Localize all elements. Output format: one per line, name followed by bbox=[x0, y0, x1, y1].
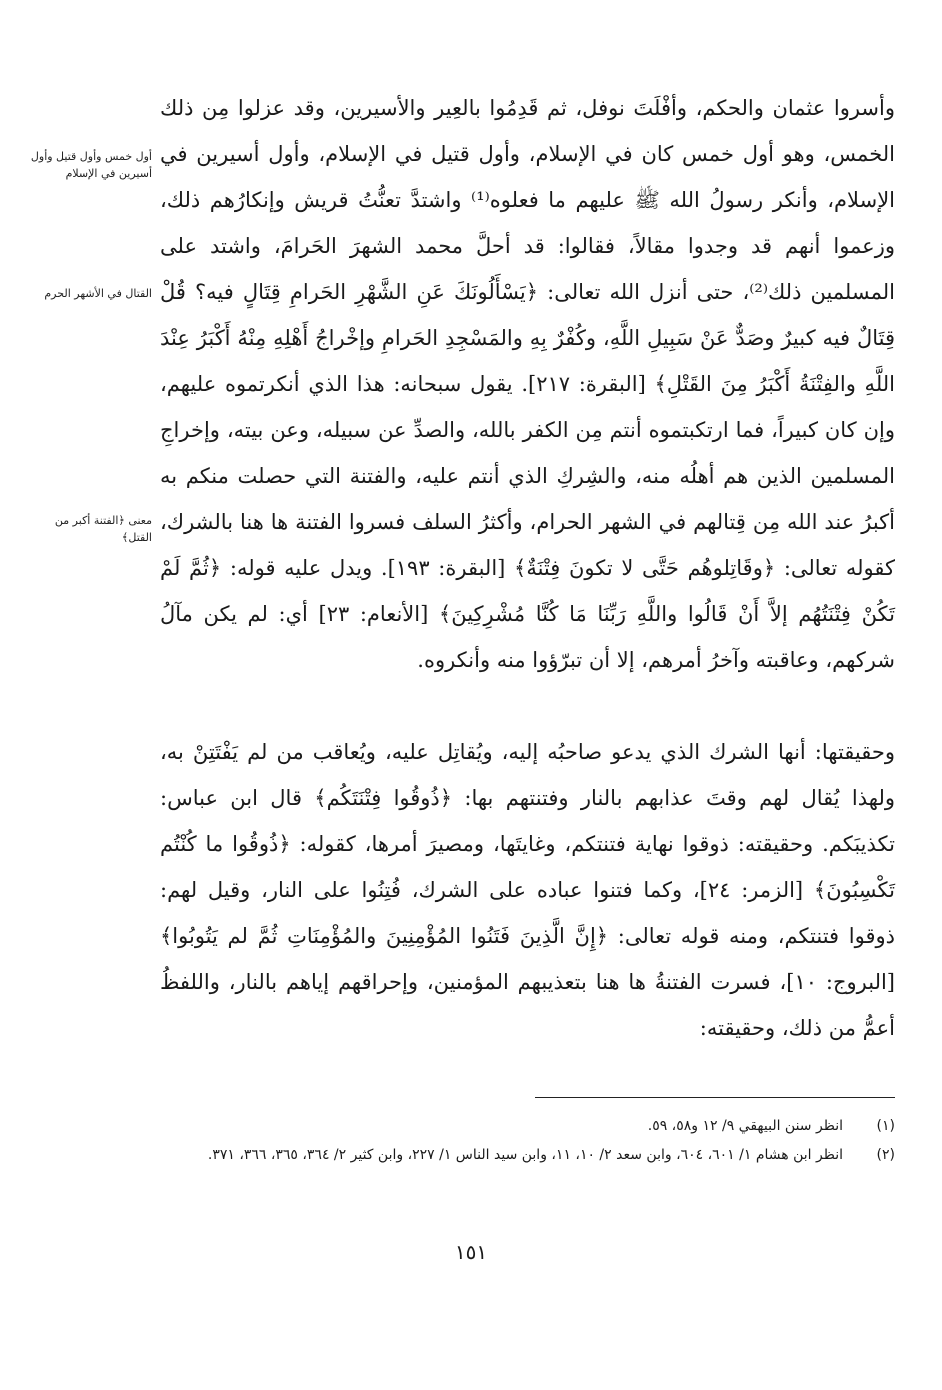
main-text-column bbox=[160, 85, 895, 1051]
margin-note-first-khums: أول خمس وأول قتيل وأول أسيرين في الإسلام bbox=[30, 150, 152, 180]
footnote-number: (١) bbox=[876, 1118, 895, 1134]
footnote-2 bbox=[150, 1141, 895, 1170]
footnote-separator bbox=[535, 1097, 895, 1098]
body-paragraph-1: وأسروا عثمان والحكم، وأفْلَتَ نوفل، ثم قَدِمُوا بالعِير والأسيرين، وقد عزلوا مِن ذلك الخمس، وهو أول خمس كان في الإسلام، وأول قتيل في الإسلام، وأول أسيرين في الإسلام، وأنكر رسولُ الله ﷺ عليهم ما فعلوه⁽¹⁾ واشتدَّ تعنُّتُ قريش وإنكارُهم ذلك، وزعموا أنهم قد وجدوا مقالاً، فقالوا: قد أحلَّ محمد الشهرَ الحَرامَ، واشتد على المسلمين ذلك⁽²⁾، حتى أنزل الله تعالى: ﴿يَسْأَلُونَكَ عَنِ الشَّهْرِ الحَرامِ قِتَالٍ فيه؟ قُلْ قِتَالٌ فيه كبيرٌ وصَدٌّ عَنْ سَبِيلِ اللَّهِ، وكُفْرٌ بِهِ والمَسْجِدِ الحَرامِ وإخْراجُ أَهْلِهِ مِنْهُ أَكْبَرُ عِنْدَ اللَّهِ والفِتْنَةُ أَكْبَرُ مِنَ القَتْلِ﴾ [البقرة: ٢١٧]. يقول سبحانه: هذا الذي أنكرتموه عليهم، وإن كان كبيراً، فما ارتكبتموه أنتم مِن الكفر بالله، والصدِّ عن سبيله، وعن بيته، وإخراجِ المسلمين الذين هم أهلُه منه، والشِركِ الذي أنتم عليه، والفتنة التي حصلت منكم به أكبرُ عند الله مِن قِتالهم في الشهر الحرام، وأكثرُ السلف فسروا الفتنة ها هنا بالشرك، كقوله تعالى: ﴿وقَاتِلوهُم حَتَّى لا تكونَ فِتْنَةٌ﴾ [البقرة: ١٩٣]. ويدل عليه قوله: ﴿ثُمَّ لَمْ تَكُنْ فِتْنَتُهُم إلاَّ أَنْ قَالُوا واللَّهِ رَبِّنَا مَا كُنَّا مُشْرِكِينَ﴾ [الأنعام: ٢٣] أي: لم يكن مآلُ شركهم، وعاقبته وآخرُ أمرهم، إلا أن تبرّؤوا منه وأنكروه. bbox=[160, 96, 895, 672]
page-number: ١٥١ bbox=[454, 1240, 488, 1264]
margin-note-fitna-meaning: معنى ﴿الفتنة أكبر من القتل﴾ bbox=[54, 514, 152, 544]
footnotes bbox=[150, 1112, 895, 1170]
footnote-1 bbox=[150, 1112, 895, 1141]
body-paragraph-2: وحقيقتها: أنها الشرك الذي يدعو صاحبُه إليه، ويُقاتِل عليه، ويُعاقب من لم يَفْتَتِنْ به، ولهذا يُقال لهم وقتَ عذابهم بالنار وفتنتهم بها: ﴿ذُوقُوا فِتْنَتَكُم﴾ قال ابن عباس: تكذيبَكم. وحقيقته: ذوقوا نهاية فتنتكم، وغايتَها، ومصيرَ أمرها، كقوله: ﴿ذُوقُوا ما كُنْتُم تَكْسِبُونَ﴾ [الزمر: ٢٤]، وكما فتنوا عباده على الشرك، فُتِنُوا على النار، وقيل لهم: ذوقوا فتنتكم، ومنه قوله تعالى: ﴿إِنَّ الَّذِينَ فَتَنُوا المُؤْمِنِينَ والمُؤْمِنَاتِ ثُمَّ لم يَتُوبُوا﴾ [البروج: ١٠]، فسرت الفتنةُ ها هنا بتعذيبهم المؤمنين، وإحراقهم إياهم بالنار، واللفظُ أعمُّ من ذلك، وحقيقته: bbox=[160, 740, 896, 1040]
footnote-text: انظر ابن هشام ١/ ٦٠١، ٦٠٤، وابن سعد ٢/ ١٠، ١١، وابن سيد الناس ١/ ٢٢٧، وابن كثير ٢/ ٣٦٤، ٣٦٥، ٣٦٦، ٣٧١. bbox=[207, 1147, 843, 1163]
footnote-number: (٢) bbox=[876, 1147, 895, 1163]
footnote-text: انظر سنن البيهقي ٩/ ١٢ و٥٨، ٥٩. bbox=[647, 1118, 843, 1134]
margin-note-sacred-months: القتال في الأشهر الحرم bbox=[44, 287, 152, 300]
